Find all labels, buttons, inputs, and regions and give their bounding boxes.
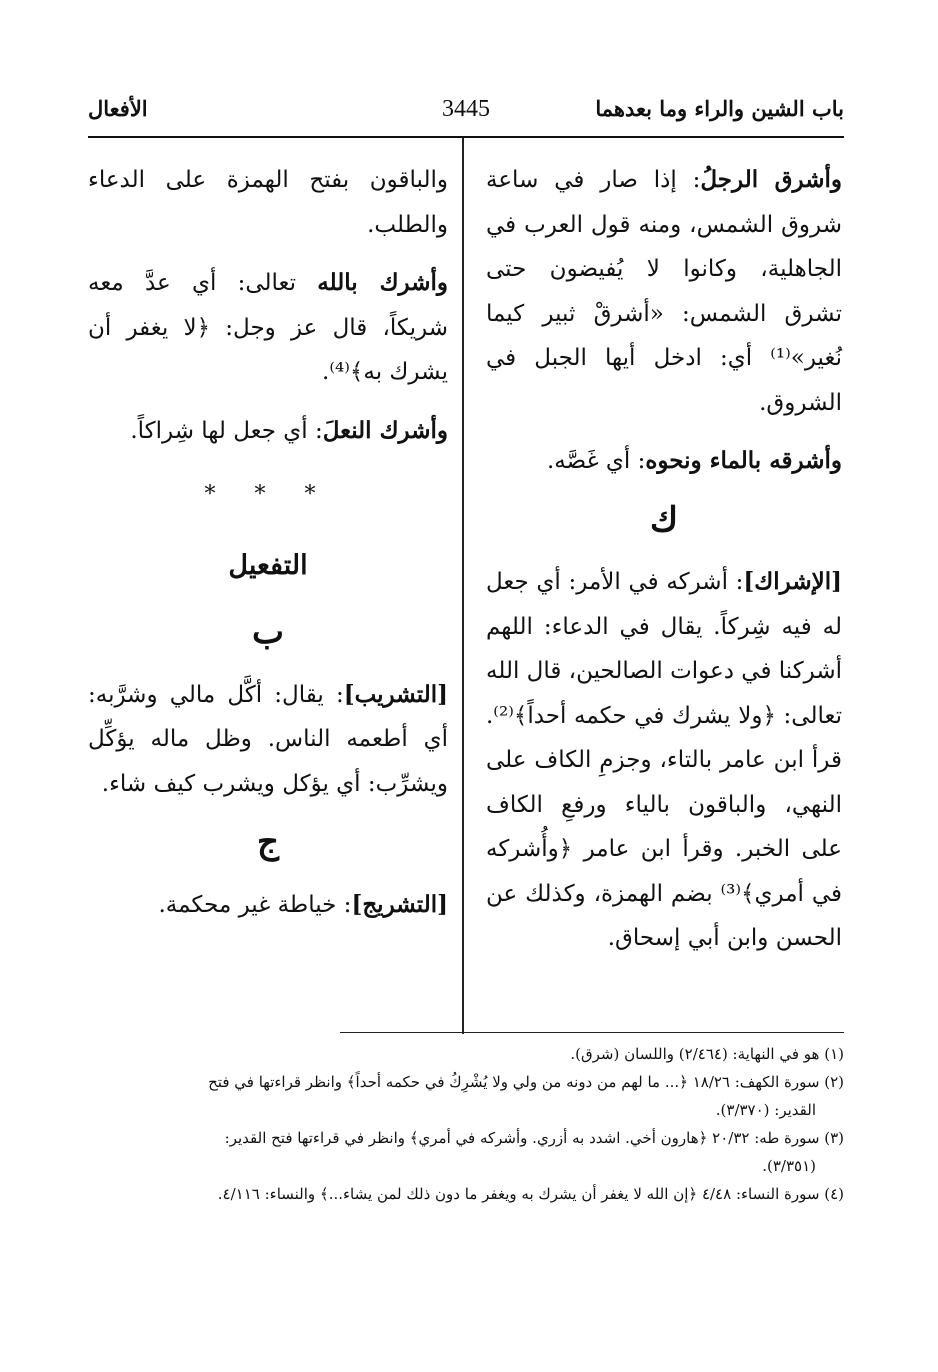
entry-definition: : أي جعل لها شِراكاً. — [130, 417, 323, 444]
footnote-1: (١) هو في النهاية: (٢/٤٦٤) واللسان (شرق). — [570, 1045, 844, 1063]
left-column — [88, 158, 448, 941]
entry-term: [التشريج] — [351, 890, 448, 918]
entry-al-tashrij — [88, 883, 448, 928]
entry-term: وأشرقه بالماء ونحوه — [645, 447, 842, 474]
footnote-2: (٢) سورة الكهف: ١٨/٢٦ ﴿... ما لهم من دونه من ولي ولا يُشْرِكُ في حكمه أحداً﴾ وانظر قراءتها في فتح — [208, 1073, 844, 1091]
continuation-text: والباقون بفتح الهمزة على الدعاء والطلب. — [88, 167, 448, 238]
entry-definition: : يقال: أكَّل مالي وشرَّبه: أي أطعمه الناس. وظل ماله يؤكِّل ويشرِّب: أي يؤكل ويشرب كيف شاء. — [88, 681, 448, 797]
entry-definition: : إذا صار في ساعة شروق الشمس، ومنه قول العرب في الجاهلية، وكانوا لا يُفيضون حتى تشرق الشمس: «أشرقْ ثبير كيما نُغير»⁽¹⁾ أي: ادخل أيها الجبل في الشروق. — [486, 167, 842, 416]
entry-definition: تعالى: أي عدَّ معه شريكاً، قال عز وجل: ﴿لا يغفر أن يشرك به﴾⁽⁴⁾. — [88, 270, 448, 385]
right-column — [486, 158, 842, 975]
entry-term: وأشرك بالله — [317, 269, 448, 296]
page-number: 3445 — [442, 96, 490, 122]
page-header — [88, 92, 844, 132]
entry-term: [الإشراك] — [743, 568, 842, 595]
entry-definition: : أشركه في الأمر: أي جعل له فيه شِركاً. يقال في الدعاء: اللهم أشركنا في دعوات الصالحين، قال الله تعالى: ﴿ولا يشرك في حكمه أحداً﴾⁽²⁾. قرأ ابن عامر بالتاء، وجزمِ الكاف على النهي، والباقون بالياء ورفعِ الكاف على الخبر. وقرأ ابن عامر ﴿وأُشركه في أمري﴾⁽³⁾ بضم الهمزة، وكذلك عن الحسن وابن أبي إسحاق. — [486, 569, 842, 951]
entry-ashraqa-al-rajul — [486, 158, 842, 425]
entry-term: وأشرق الرجلُ — [700, 166, 842, 193]
running-head-section: الأفعال — [88, 96, 148, 121]
footnote-4: (٤) سورة النساء: ٤/٤٨ ﴿إن الله لا يغفر أن يشرك به ويغفر ما دون ذلك لمن يشاء...﴾ والنساء: ٤/١١٦. — [217, 1185, 844, 1203]
entry-ashraka-al-naal — [88, 409, 448, 454]
header-rule — [88, 136, 844, 138]
entry-al-ishrak — [486, 560, 842, 961]
entry-term: وأشرك النعلَ — [322, 416, 448, 444]
section-title: التفعيل — [228, 549, 308, 581]
entry-term: [التشريب] — [343, 680, 448, 708]
section-separator-stars: * * * — [204, 482, 332, 507]
entry-ashraka-billah — [88, 261, 448, 395]
footnote-2-continuation: القدير: (٣/٣٧٠). — [715, 1101, 816, 1119]
letter-heading-ba: ب — [251, 612, 284, 652]
entry-ashraqahu-bilmaa — [486, 439, 842, 484]
letter-heading-kaf: ك — [649, 499, 679, 540]
footnotes — [94, 1040, 844, 1208]
column-divider — [462, 138, 464, 1034]
entry-definition: : أي غَصَّه. — [546, 448, 646, 474]
entry-al-tashrib — [88, 673, 448, 807]
entry-definition: : خياطة غير محكمة. — [158, 891, 352, 918]
footnote-3-continuation: (٣/٣٥١). — [762, 1157, 816, 1175]
running-head-chapter: باب الشين والراء وما بعدهما — [595, 96, 844, 121]
footnote-3: (٣) سورة طه: ٢٠/٣٢ ﴿هارون أخي. اشدد به أزري. وأشركه في أمري﴾ وانظر في قراءتها فتح القدير: — [224, 1129, 844, 1147]
letter-heading-jim: ج — [257, 822, 279, 862]
footnote-rule — [340, 1032, 844, 1033]
